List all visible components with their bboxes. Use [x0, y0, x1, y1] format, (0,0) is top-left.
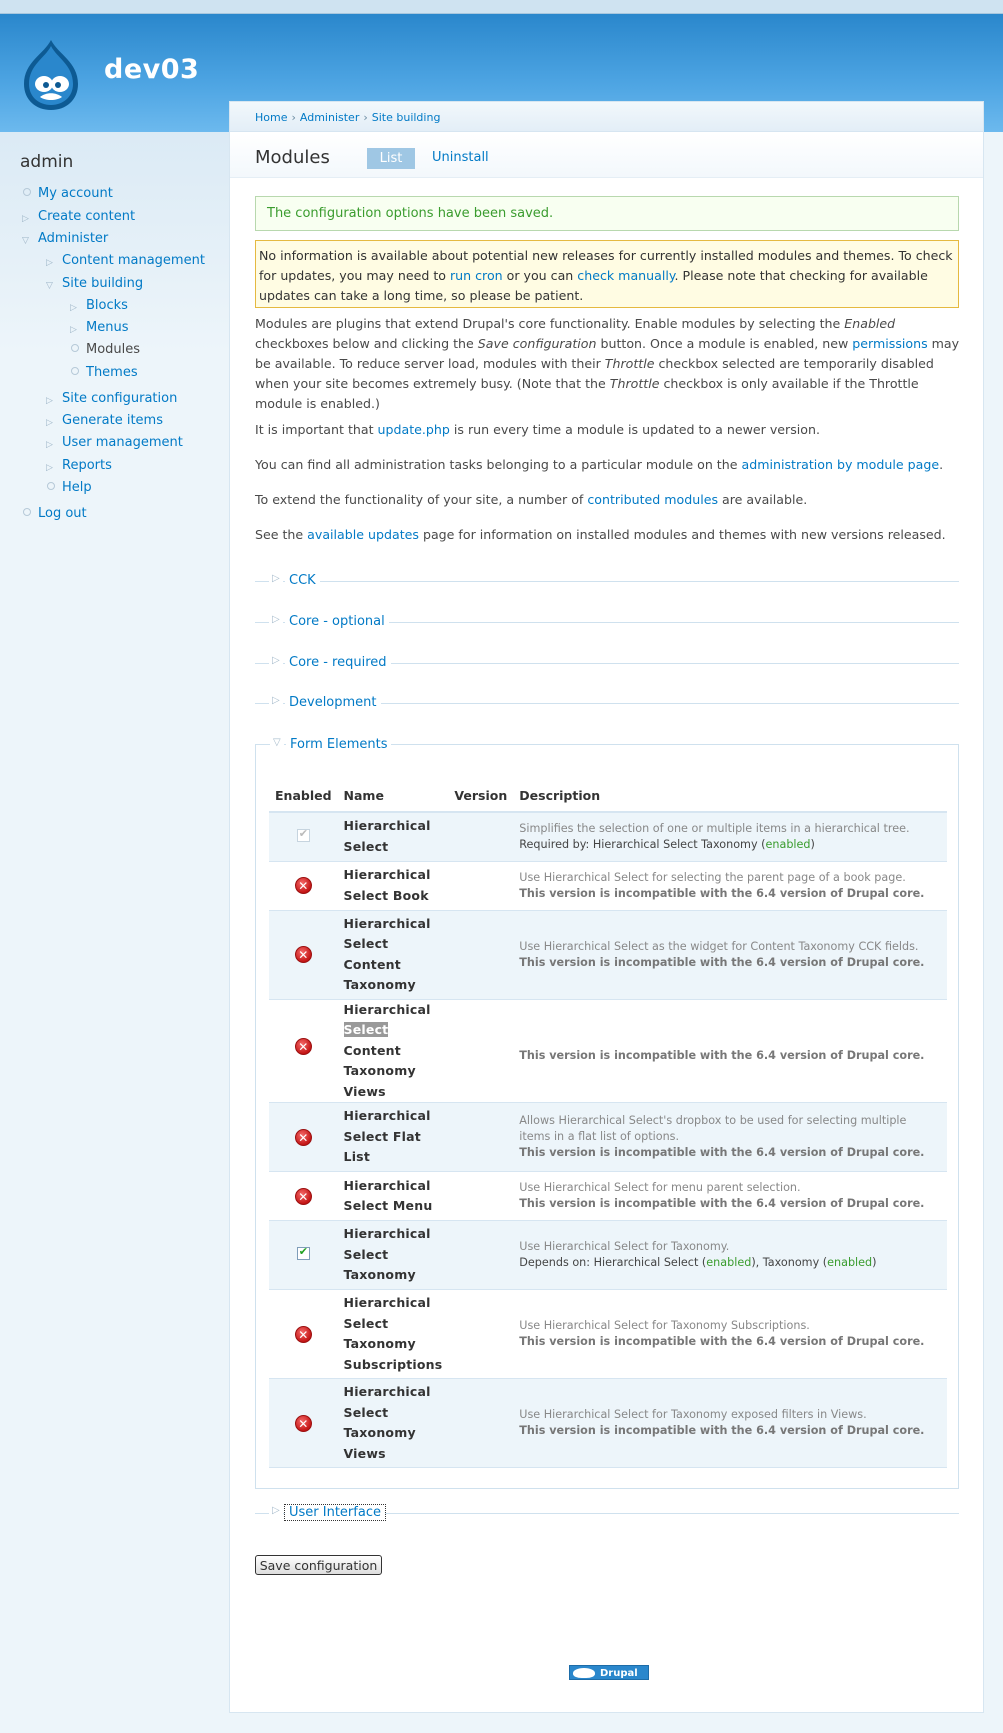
sidebar	[0, 132, 229, 1733]
description-cell	[513, 1103, 947, 1172]
dependency-label: ), Taxonomy (	[751, 1256, 828, 1269]
sidebar-item-label: Site building	[62, 276, 144, 291]
module-description	[519, 939, 941, 971]
available-updates-paragraph	[255, 525, 965, 545]
module-name: Hierarchical Select Taxonomy	[343, 1226, 431, 1283]
contributed-modules-paragraph	[255, 490, 965, 510]
description-cell	[513, 910, 947, 999]
intro-text: checkbox selected are temporarily disabled when your site becomes extremely busy. (Note that the	[255, 356, 934, 391]
sidebar-item-label: User management	[62, 435, 183, 450]
enabled-cell	[269, 1221, 338, 1290]
enabled-status: enabled	[706, 1256, 752, 1269]
enabled-cell	[269, 999, 338, 1103]
version-cell	[448, 999, 513, 1103]
sidebar-item-label: Blocks	[86, 298, 128, 313]
breadcrumb-separator: ›	[363, 111, 368, 124]
sidebar-item-site-building[interactable]	[46, 276, 144, 292]
description-cell	[513, 999, 947, 1103]
incompatible-text: This version is incompatible with the 6.4 version of Drupal core.	[519, 886, 925, 900]
name-cell	[338, 1379, 449, 1468]
intro-emphasis: Throttle	[609, 376, 660, 391]
table-row	[269, 812, 947, 861]
description-text: Use Hierarchical Select for menu parent selection.	[519, 1181, 801, 1194]
module-name: Hierarchical Select	[343, 818, 431, 854]
enabled-status: enabled	[765, 837, 811, 851]
enabled-cell	[269, 861, 338, 910]
enabled-cell	[269, 812, 338, 861]
version-cell	[448, 861, 513, 910]
dependency-label: )	[810, 837, 815, 851]
sidebar-item-label: Menus	[86, 320, 129, 335]
collapsed-triangle-icon: ▷	[269, 695, 283, 706]
page-title: Modules	[255, 147, 330, 168]
sidebar-item-label: Help	[62, 480, 92, 495]
leaf-bullet-icon	[47, 482, 55, 490]
name-cell	[338, 910, 449, 999]
contributed-modules-link[interactable]: contributed modules	[587, 492, 719, 507]
modules-table	[269, 780, 947, 1468]
table-row	[269, 861, 947, 910]
description-text: Use Hierarchical Select for Taxonomy exposed filters in Views.	[519, 1408, 867, 1421]
enabled-status: enabled	[827, 1256, 873, 1269]
module-name-part: Content Taxonomy Views	[343, 1042, 416, 1099]
sidebar-item-label: Administer	[38, 231, 109, 246]
module-name	[344, 1000, 443, 1103]
breadcrumb	[255, 111, 440, 124]
module-name: Hierarchical Select Flat List	[343, 1108, 431, 1165]
collapsed-triangle-icon: ▷	[46, 440, 53, 450]
intro-emphasis: Save configuration	[477, 336, 597, 351]
sidebar-item-label: My account	[38, 186, 113, 201]
name-cell	[338, 1221, 449, 1290]
enabled-cell	[269, 1172, 338, 1221]
intro-text: It is important that	[255, 422, 378, 437]
version-cell	[448, 1290, 513, 1379]
incompatible-text: This version is incompatible with the 6.4 version of Drupal core.	[519, 1146, 925, 1159]
name-cell	[338, 999, 449, 1103]
error-icon: ✕	[295, 1415, 312, 1432]
module-name-part	[344, 1020, 443, 1041]
module-description	[519, 1407, 941, 1439]
description-text: Allows Hierarchical Select's dropbox to be used for selecting multiple items in a flat list of options.	[519, 1114, 907, 1143]
column-header-name: Name	[338, 780, 449, 812]
sidebar-item-label: Reports	[62, 458, 112, 473]
fieldset-legend[interactable]: Form Elements	[286, 737, 391, 752]
intro-text: checkbox is only available if the Throttle module is enabled.)	[255, 376, 919, 411]
incompatible-text: This version is incompatible with the 6.4 version of Drupal core.	[519, 1424, 925, 1437]
collapsed-triangle-icon: ▷	[269, 655, 283, 666]
table-row	[269, 1290, 947, 1379]
table-row	[269, 910, 947, 999]
error-icon: ✕	[295, 877, 312, 894]
collapsed-triangle-icon: ▷	[269, 573, 283, 584]
site-name[interactable]: dev03	[104, 54, 200, 85]
sidebar-item-log-out[interactable]	[38, 506, 87, 522]
intro-text: are available.	[718, 492, 808, 507]
intro-text: page for information on installed modules and themes with new versions released.	[418, 527, 946, 542]
expanded-triangle-icon: ▽	[270, 737, 284, 748]
sidebar-item-label: Log out	[38, 506, 87, 521]
fieldset-core-optional[interactable]	[255, 614, 959, 629]
module-description	[519, 1318, 941, 1350]
error-icon: ✕	[295, 1326, 312, 1343]
enabled-cell	[269, 910, 338, 999]
sidebar-item-blocks[interactable]	[70, 298, 128, 314]
module-description	[519, 1239, 941, 1271]
module-description	[519, 821, 941, 853]
leaf-bullet-icon	[23, 508, 31, 516]
sidebar-item-create-content[interactable]	[22, 209, 136, 225]
version-cell	[448, 1172, 513, 1221]
incompatible-text: This version is incompatible with the 6.4 version of Drupal core.	[519, 1048, 925, 1062]
depends-on-text	[519, 1255, 941, 1271]
incompatible-text: This version is incompatible with the 6.4 version of Drupal core.	[519, 1335, 925, 1348]
module-name: Hierarchical Select Book	[343, 867, 431, 903]
error-icon: ✕	[295, 1038, 312, 1055]
name-cell	[338, 861, 449, 910]
dependency-label: Depends on: Hierarchical Select (	[519, 1256, 707, 1269]
description-cell	[513, 1290, 947, 1379]
sidebar-item-reports[interactable]	[46, 458, 112, 474]
update-php-link[interactable]: update.php	[377, 422, 450, 437]
table-row	[269, 1379, 947, 1468]
column-header-version: Version	[448, 780, 513, 812]
leaf-bullet-icon	[71, 367, 79, 375]
drupal-drop-icon	[573, 1668, 595, 1678]
breadcrumb-site-building[interactable]: Site building	[371, 111, 441, 124]
collapsed-triangle-icon: ▷	[46, 463, 53, 473]
version-cell	[448, 1379, 513, 1468]
breadcrumb-separator: ›	[291, 111, 296, 124]
intro-text: To extend the functionality of your site, a number of	[255, 492, 588, 507]
sidebar-item-user-management[interactable]	[46, 435, 183, 451]
intro-paragraph	[255, 314, 965, 414]
sidebar-item-site-configuration[interactable]	[46, 391, 178, 407]
fieldset-legend[interactable]: Core - required	[285, 655, 391, 670]
version-cell	[448, 812, 513, 861]
version-cell	[448, 1103, 513, 1172]
powered-by-drupal-badge[interactable]	[569, 1665, 649, 1680]
collapsed-triangle-icon: ▷	[70, 325, 77, 335]
update-php-paragraph	[255, 420, 965, 440]
leaf-bullet-icon	[71, 344, 79, 352]
warning-message	[255, 240, 959, 308]
module-description	[519, 1180, 941, 1212]
main-content	[229, 101, 984, 1713]
description-cell	[513, 1221, 947, 1290]
description-text: Simplifies the selection of one or multiple items in a hierarchical tree.	[519, 821, 910, 835]
table-row	[269, 1172, 947, 1221]
sidebar-item-themes[interactable]	[86, 365, 138, 381]
drupal-logo-icon[interactable]	[20, 34, 82, 114]
sidebar-item-administer[interactable]	[22, 231, 109, 247]
badge-label: Drupal	[600, 1668, 638, 1679]
fieldset-border	[255, 581, 959, 582]
breadcrumb-administer[interactable]: Administer	[299, 111, 360, 124]
collapsed-triangle-icon: ▷	[22, 214, 29, 224]
fieldset-legend[interactable]: Development	[285, 695, 381, 710]
description-cell	[513, 861, 947, 910]
collapsed-triangle-icon: ▷	[46, 396, 53, 406]
intro-text: button. Once a module is enabled, new	[596, 336, 853, 351]
sidebar-item-generate-items[interactable]	[46, 413, 163, 429]
sidebar-title: admin	[20, 152, 74, 172]
admin-by-module-paragraph	[255, 455, 965, 475]
error-icon: ✕	[295, 1129, 312, 1146]
available-updates-link[interactable]: available updates	[307, 527, 419, 542]
error-icon: ✕	[295, 1188, 312, 1205]
expanded-triangle-icon: ▽	[22, 236, 29, 246]
collapsed-triangle-icon: ▷	[269, 1505, 283, 1516]
intro-emphasis: Throttle	[604, 356, 655, 371]
save-configuration-button[interactable]: Save configuration	[255, 1555, 382, 1575]
status-message: The configuration options have been saved.	[255, 196, 959, 231]
description-text: Use Hierarchical Select for selecting the parent page of a book page.	[519, 870, 906, 884]
error-icon: ✕	[295, 946, 312, 963]
fieldset-form-elements	[255, 737, 959, 1489]
title-bar	[230, 133, 983, 178]
intro-text: is run every time a module is updated to a newer version.	[449, 422, 820, 437]
table-row	[269, 999, 947, 1103]
module-name: Hierarchical Select Menu	[343, 1177, 433, 1213]
table-row	[269, 1221, 947, 1290]
sidebar-item-help[interactable]	[62, 480, 92, 496]
enabled-cell	[269, 1379, 338, 1468]
breadcrumb-bar	[230, 102, 983, 132]
intro-text: may be available. To reduce server load, modules with their	[255, 336, 960, 371]
fieldset-legend[interactable]: User Interface	[285, 1505, 385, 1520]
name-cell	[338, 1103, 449, 1172]
column-header-description: Description	[513, 780, 947, 812]
admin-by-module-link[interactable]: administration by module page	[741, 457, 940, 472]
module-description	[519, 1048, 941, 1064]
sidebar-item-label: Themes	[86, 365, 138, 380]
fieldset-legend[interactable]: Core - optional	[285, 614, 389, 629]
warning-text: No information is available about potential new releases for currently installed modules and themes. To check for updates, you may need to	[259, 248, 953, 283]
name-cell	[338, 1290, 449, 1379]
collapsed-triangle-icon: ▷	[46, 418, 53, 428]
required-by-text	[519, 837, 941, 853]
version-cell	[448, 910, 513, 999]
fieldset-legend[interactable]: CCK	[285, 573, 320, 588]
sidebar-item-label: Generate items	[62, 413, 163, 428]
description-cell	[513, 812, 947, 861]
collapsed-triangle-icon: ▷	[70, 303, 77, 313]
leaf-bullet-icon	[23, 188, 31, 196]
description-cell	[513, 1379, 947, 1468]
enabled-cell	[269, 1103, 338, 1172]
fieldset-core-required[interactable]	[255, 655, 959, 670]
dependency-label: Required by: Hierarchical Select Taxonomy (	[519, 837, 766, 851]
collapsed-triangle-icon: ▷	[269, 614, 283, 625]
intro-text: checkboxes below and clicking the	[255, 336, 478, 351]
top-bar	[0, 0, 1003, 14]
breadcrumb-home[interactable]: Home	[255, 111, 288, 124]
sidebar-item-menus[interactable]	[70, 320, 129, 336]
warning-text: or you can	[502, 268, 578, 283]
incompatible-text: This version is incompatible with the 6.4 version of Drupal core.	[519, 955, 925, 969]
enabled-cell	[269, 1290, 338, 1379]
incompatible-text: This version is incompatible with the 6.4 version of Drupal core.	[519, 1197, 925, 1210]
description-text: Use Hierarchical Select for Taxonomy Subscriptions.	[519, 1319, 810, 1332]
check-manually-link[interactable]: check manually	[577, 268, 675, 283]
expanded-triangle-icon: ▽	[46, 281, 53, 291]
version-cell	[448, 1221, 513, 1290]
column-header-enabled: Enabled	[269, 780, 338, 812]
module-name: Hierarchical Select Content Taxonomy	[343, 915, 431, 992]
permissions-link[interactable]: permissions	[852, 336, 928, 351]
sidebar-item-label: Modules	[86, 342, 141, 357]
description-text: Use Hierarchical Select for Taxonomy.	[519, 1240, 730, 1253]
sidebar-item-content-management[interactable]	[46, 253, 205, 269]
intro-text: See the	[255, 527, 308, 542]
name-cell	[338, 1172, 449, 1221]
tab-list[interactable]: List	[367, 148, 415, 169]
module-name-part: Hierarchical	[343, 1001, 431, 1017]
fieldset-user-interface[interactable]	[255, 1505, 959, 1520]
sidebar-item-label: Content management	[62, 253, 205, 268]
intro-text: .	[939, 457, 944, 472]
sidebar-item-my-account[interactable]	[38, 186, 113, 202]
intro-emphasis: Enabled	[844, 316, 896, 331]
warning-text: . Please note that checking for available updates can take a long time, so please be patient.	[259, 268, 928, 303]
intro-text: You can find all administration tasks belonging to a particular module on the	[255, 457, 742, 472]
module-description	[519, 1113, 941, 1161]
description-cell	[513, 1172, 947, 1221]
intro-text: Modules are plugins that extend Drupal's core functionality. Enable modules by selecting the	[255, 316, 845, 331]
sidebar-item-label: Site configuration	[62, 391, 178, 406]
module-name: Hierarchical Select Taxonomy Views	[343, 1384, 431, 1461]
table-row	[269, 1103, 947, 1172]
fieldset-cck[interactable]	[255, 573, 959, 588]
run-cron-link[interactable]: run cron	[449, 268, 503, 283]
collapsed-triangle-icon: ▷	[46, 258, 53, 268]
enabled-checkbox[interactable]	[297, 1247, 310, 1260]
enabled-checkbox[interactable]	[297, 829, 310, 842]
module-name: Hierarchical Select Taxonomy Subscriptions	[343, 1295, 443, 1372]
selected-text: Select	[343, 1022, 389, 1037]
name-cell	[338, 812, 449, 861]
dependency-label: )	[872, 1256, 877, 1269]
description-text: Use Hierarchical Select as the widget for Content Taxonomy CCK fields.	[519, 939, 919, 953]
sidebar-item-modules[interactable]	[86, 342, 140, 358]
module-description	[519, 870, 941, 902]
sidebar-item-label: Create content	[38, 209, 136, 224]
fieldset-development[interactable]	[255, 695, 959, 710]
tab-uninstall[interactable]: Uninstall	[432, 150, 489, 165]
